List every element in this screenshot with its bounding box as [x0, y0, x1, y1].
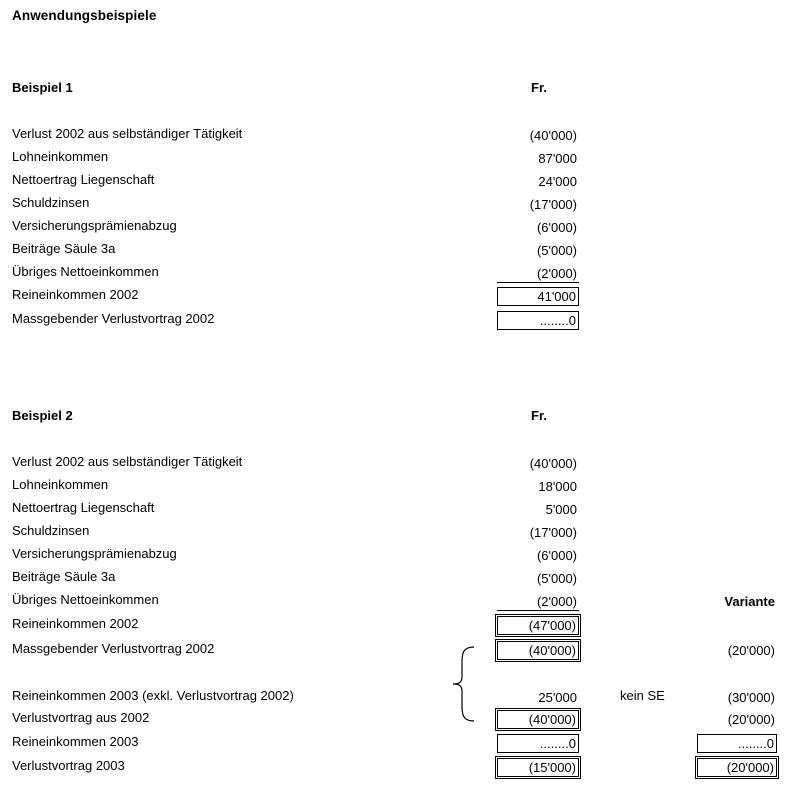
- row-label: Übriges Nettoeinkommen: [12, 592, 159, 607]
- table-row: [0, 734, 809, 757]
- row-label: Nettoertrag Liegenschaft: [12, 172, 155, 187]
- table-row: [0, 688, 809, 711]
- row-variant-value: (20'000): [727, 712, 775, 727]
- row-label: Übriges Nettoeinkommen: [12, 264, 159, 279]
- example1-currency-header: Fr.: [531, 80, 547, 95]
- row-value: (6'000): [536, 548, 577, 563]
- table-row: [0, 172, 809, 195]
- row-variant-value-boxed: (20'000): [697, 758, 777, 777]
- example2-heading: Beispiel 2: [12, 408, 73, 423]
- row-value: (17'000): [529, 197, 577, 212]
- table-row: [0, 616, 809, 639]
- row-value-boxed: ........0: [497, 311, 579, 330]
- table-row: [0, 195, 809, 218]
- table-row: [0, 546, 809, 569]
- row-value: (17'000): [529, 525, 577, 540]
- table-row: [0, 641, 809, 664]
- table-row: [0, 454, 809, 477]
- table-row: [0, 287, 809, 310]
- row-variant-value: (20'000): [727, 643, 775, 658]
- row-value: 24'000: [538, 174, 577, 189]
- table-row: [0, 241, 809, 264]
- row-value-boxed: (15'000): [497, 758, 579, 777]
- row-label: Verlustvortrag aus 2002: [12, 710, 150, 725]
- row-label: Massgebender Verlustvortrag 2002: [12, 311, 215, 326]
- row-label: Schuldzinsen: [12, 523, 90, 538]
- row-label: Reineinkommen 2003 (exkl. Verlustvortrag 2002): [12, 688, 294, 703]
- variante-header: Variante: [724, 594, 775, 609]
- table-row: [0, 758, 809, 781]
- row-label: Verlustvortrag 2003: [12, 758, 125, 773]
- page-title: Anwendungsbeispiele: [12, 8, 157, 23]
- table-row: [0, 311, 809, 334]
- row-variant-value: (30'000): [727, 690, 775, 705]
- row-variant-value-boxed: ........0: [697, 734, 777, 753]
- row-value: (2'000): [497, 264, 579, 283]
- row-value: (40'000): [529, 456, 577, 471]
- row-value: 18'000: [538, 479, 577, 494]
- table-row: [0, 710, 809, 733]
- row-label: Nettoertrag Liegenschaft: [12, 500, 155, 515]
- row-value: 87'000: [538, 151, 577, 166]
- row-label: Schuldzinsen: [12, 195, 90, 210]
- row-value: (2'000): [497, 592, 579, 611]
- row-label: Verlust 2002 aus selbständiger Tätigkeit: [12, 454, 243, 469]
- row-value-boxed: (47'000): [497, 616, 579, 635]
- row-label: Verlust 2002 aus selbständiger Tätigkeit: [12, 126, 243, 141]
- table-row: [0, 477, 809, 500]
- row-value: (40'000): [529, 128, 577, 143]
- row-value: (5'000): [536, 571, 577, 586]
- row-label: Versicherungsprämienabzug: [12, 218, 177, 233]
- table-row: [0, 218, 809, 241]
- row-label: Beiträge Säule 3a: [12, 569, 116, 584]
- row-value: 5'000: [545, 502, 577, 517]
- row-value-boxed: (40'000): [497, 710, 579, 729]
- table-row: [0, 592, 809, 615]
- row-label: Reineinkommen 2002: [12, 287, 139, 302]
- row-label: Reineinkommen 2002: [12, 616, 139, 631]
- row-value-boxed: (40'000): [497, 641, 579, 660]
- example1-heading: Beispiel 1: [12, 80, 73, 95]
- row-value-boxed: ........0: [497, 734, 579, 753]
- table-row: [0, 126, 809, 149]
- row-label: Beiträge Säule 3a: [12, 241, 116, 256]
- row-side-note: kein SE: [620, 688, 665, 703]
- row-label: Versicherungsprämienabzug: [12, 546, 177, 561]
- table-row: [0, 149, 809, 172]
- example2-currency-header: Fr.: [531, 408, 547, 423]
- table-row: [0, 500, 809, 523]
- table-row: [0, 523, 809, 546]
- table-row: [0, 264, 809, 287]
- row-value: (5'000): [536, 243, 577, 258]
- row-label: Lohneinkommen: [12, 477, 109, 492]
- row-value: (6'000): [536, 220, 577, 235]
- row-value-boxed: 41'000: [497, 287, 579, 306]
- row-value: 25'000: [538, 690, 577, 705]
- row-label: Massgebender Verlustvortrag 2002: [12, 641, 215, 656]
- row-label: Lohneinkommen: [12, 149, 109, 164]
- table-row: [0, 569, 809, 592]
- row-label: Reineinkommen 2003: [12, 734, 139, 749]
